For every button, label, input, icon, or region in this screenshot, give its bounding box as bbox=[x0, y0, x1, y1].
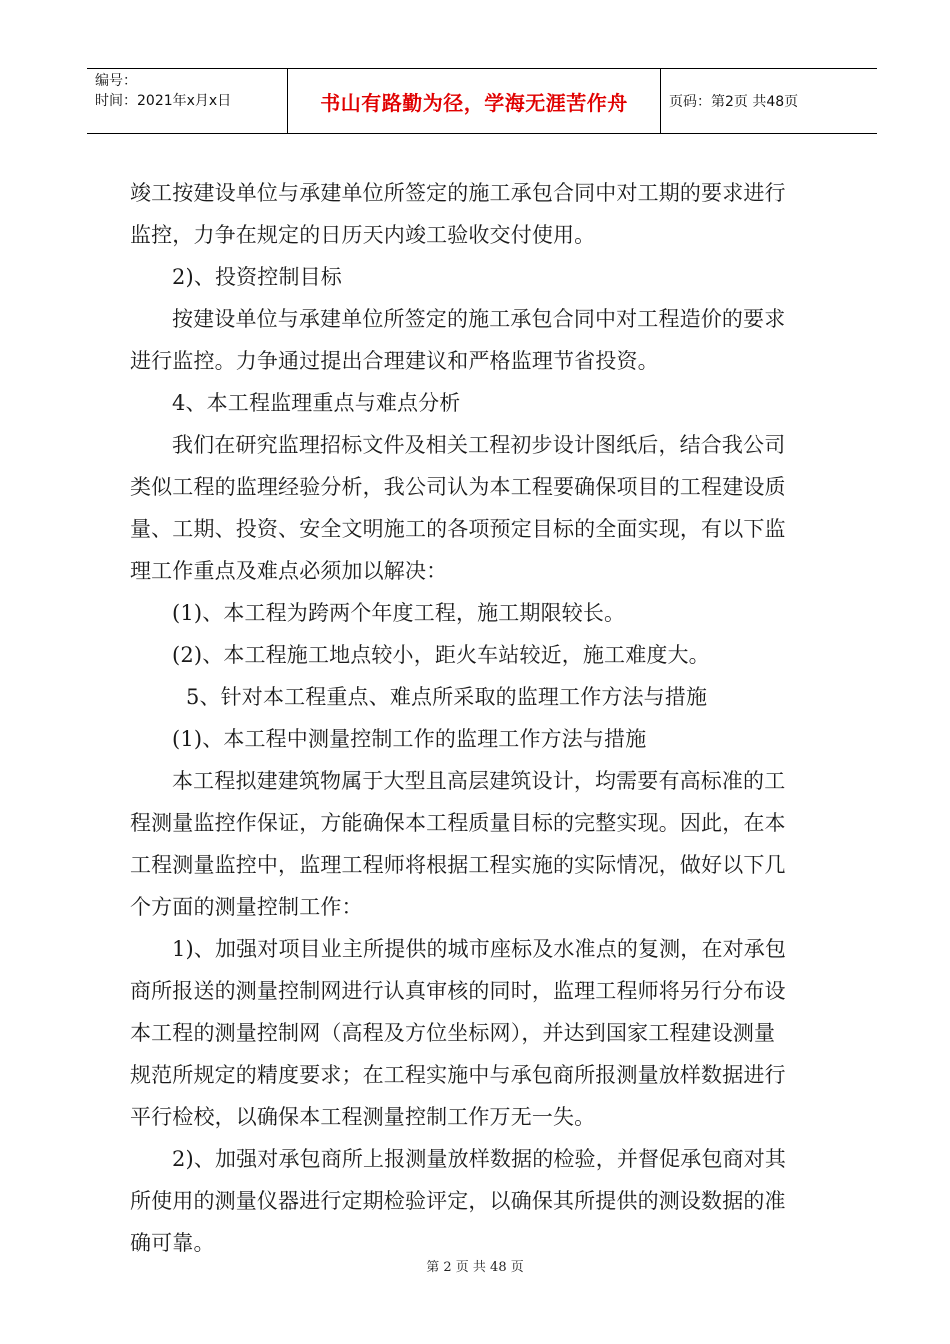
body-line: 量、工期、投资、安全文明施工的各项预定目标的全面实现，有以下监 bbox=[130, 517, 786, 541]
page-footer bbox=[0, 1256, 950, 1275]
body-line: 本工程拟建建筑物属于大型且高层建筑设计，均需要有高标准的工 bbox=[172, 769, 786, 793]
page-header bbox=[87, 68, 877, 134]
body-line: 进行监控。力争通过提出合理建议和严格监理节省投资。 bbox=[130, 349, 659, 373]
footer-page-number: 第 2 页 共 48 页 bbox=[426, 1260, 524, 1275]
body-line: 确可靠。 bbox=[130, 1231, 215, 1255]
body-line: 2)、投资控制目标 bbox=[172, 265, 342, 289]
body-line: 个方面的测量控制工作： bbox=[130, 895, 363, 919]
body-line: 理工作重点及难点必须加以解决： bbox=[130, 559, 448, 583]
body-line: (2)、本工程施工地点较小，距火车站较近，施工难度大。 bbox=[172, 643, 710, 667]
body-line: 程测量监控作保证，方能确保本工程质量目标的完整实现。因此，在本 bbox=[130, 811, 786, 835]
header-motto: 书山有路勤为径，学海无涯苦作舟 bbox=[287, 69, 661, 133]
body-line: 2)、加强对承包商所上报测量放样数据的检验，并督促承包商对其 bbox=[172, 1147, 787, 1171]
body-line: (1)、本工程为跨两个年度工程，施工期限较长。 bbox=[172, 601, 626, 625]
body-line: 按建设单位与承建单位所签定的施工承包合同中对工程造价的要求 bbox=[172, 307, 786, 331]
body-line: 规范所规定的精度要求；在工程实施中与承包商所报测量放样数据进行 bbox=[130, 1063, 786, 1087]
body-line: 工程测量监控中，监理工程师将根据工程实施的实际情况，做好以下几 bbox=[130, 853, 786, 877]
body-line: 1)、加强对项目业主所提供的城市座标及水准点的复测，在对承包 bbox=[172, 937, 787, 961]
document-number-label: 编号： bbox=[95, 73, 137, 89]
body-line: 监控，力争在规定的日历天内竣工验收交付使用。 bbox=[130, 223, 596, 247]
body-line: 5、针对本工程重点、难点所采取的监理工作方法与措施 bbox=[186, 685, 708, 709]
body-line: 4、本工程监理重点与难点分析 bbox=[172, 391, 461, 415]
header-page-info: 页码：第2页 共48页 bbox=[669, 94, 799, 110]
body-line: 本工程的测量控制网（高程及方位坐标网），并达到国家工程建设测量 bbox=[130, 1021, 776, 1045]
body-line: 所使用的测量仪器进行定期检验评定，以确保其所提供的测设数据的准 bbox=[130, 1189, 786, 1213]
body-line: 平行检校，以确保本工程测量控制工作万无一失。 bbox=[130, 1105, 596, 1129]
body-line: 商所报送的测量控制网进行认真审核的同时，监理工程师将另行分布设 bbox=[130, 979, 786, 1003]
document-body bbox=[130, 172, 830, 1264]
body-line: (1)、本工程中测量控制工作的监理工作方法与措施 bbox=[172, 727, 647, 751]
body-line: 我们在研究监理招标文件及相关工程初步设计图纸后，结合我公司 bbox=[172, 433, 786, 457]
document-time-label: 时间：2021年x月x日 bbox=[95, 93, 232, 109]
header-meta bbox=[87, 69, 287, 133]
body-line: 竣工按建设单位与承建单位所签定的施工承包合同中对工期的要求进行 bbox=[130, 181, 786, 205]
body-line: 类似工程的监理经验分析，我公司认为本工程要确保项目的工程建设质 bbox=[130, 475, 786, 499]
